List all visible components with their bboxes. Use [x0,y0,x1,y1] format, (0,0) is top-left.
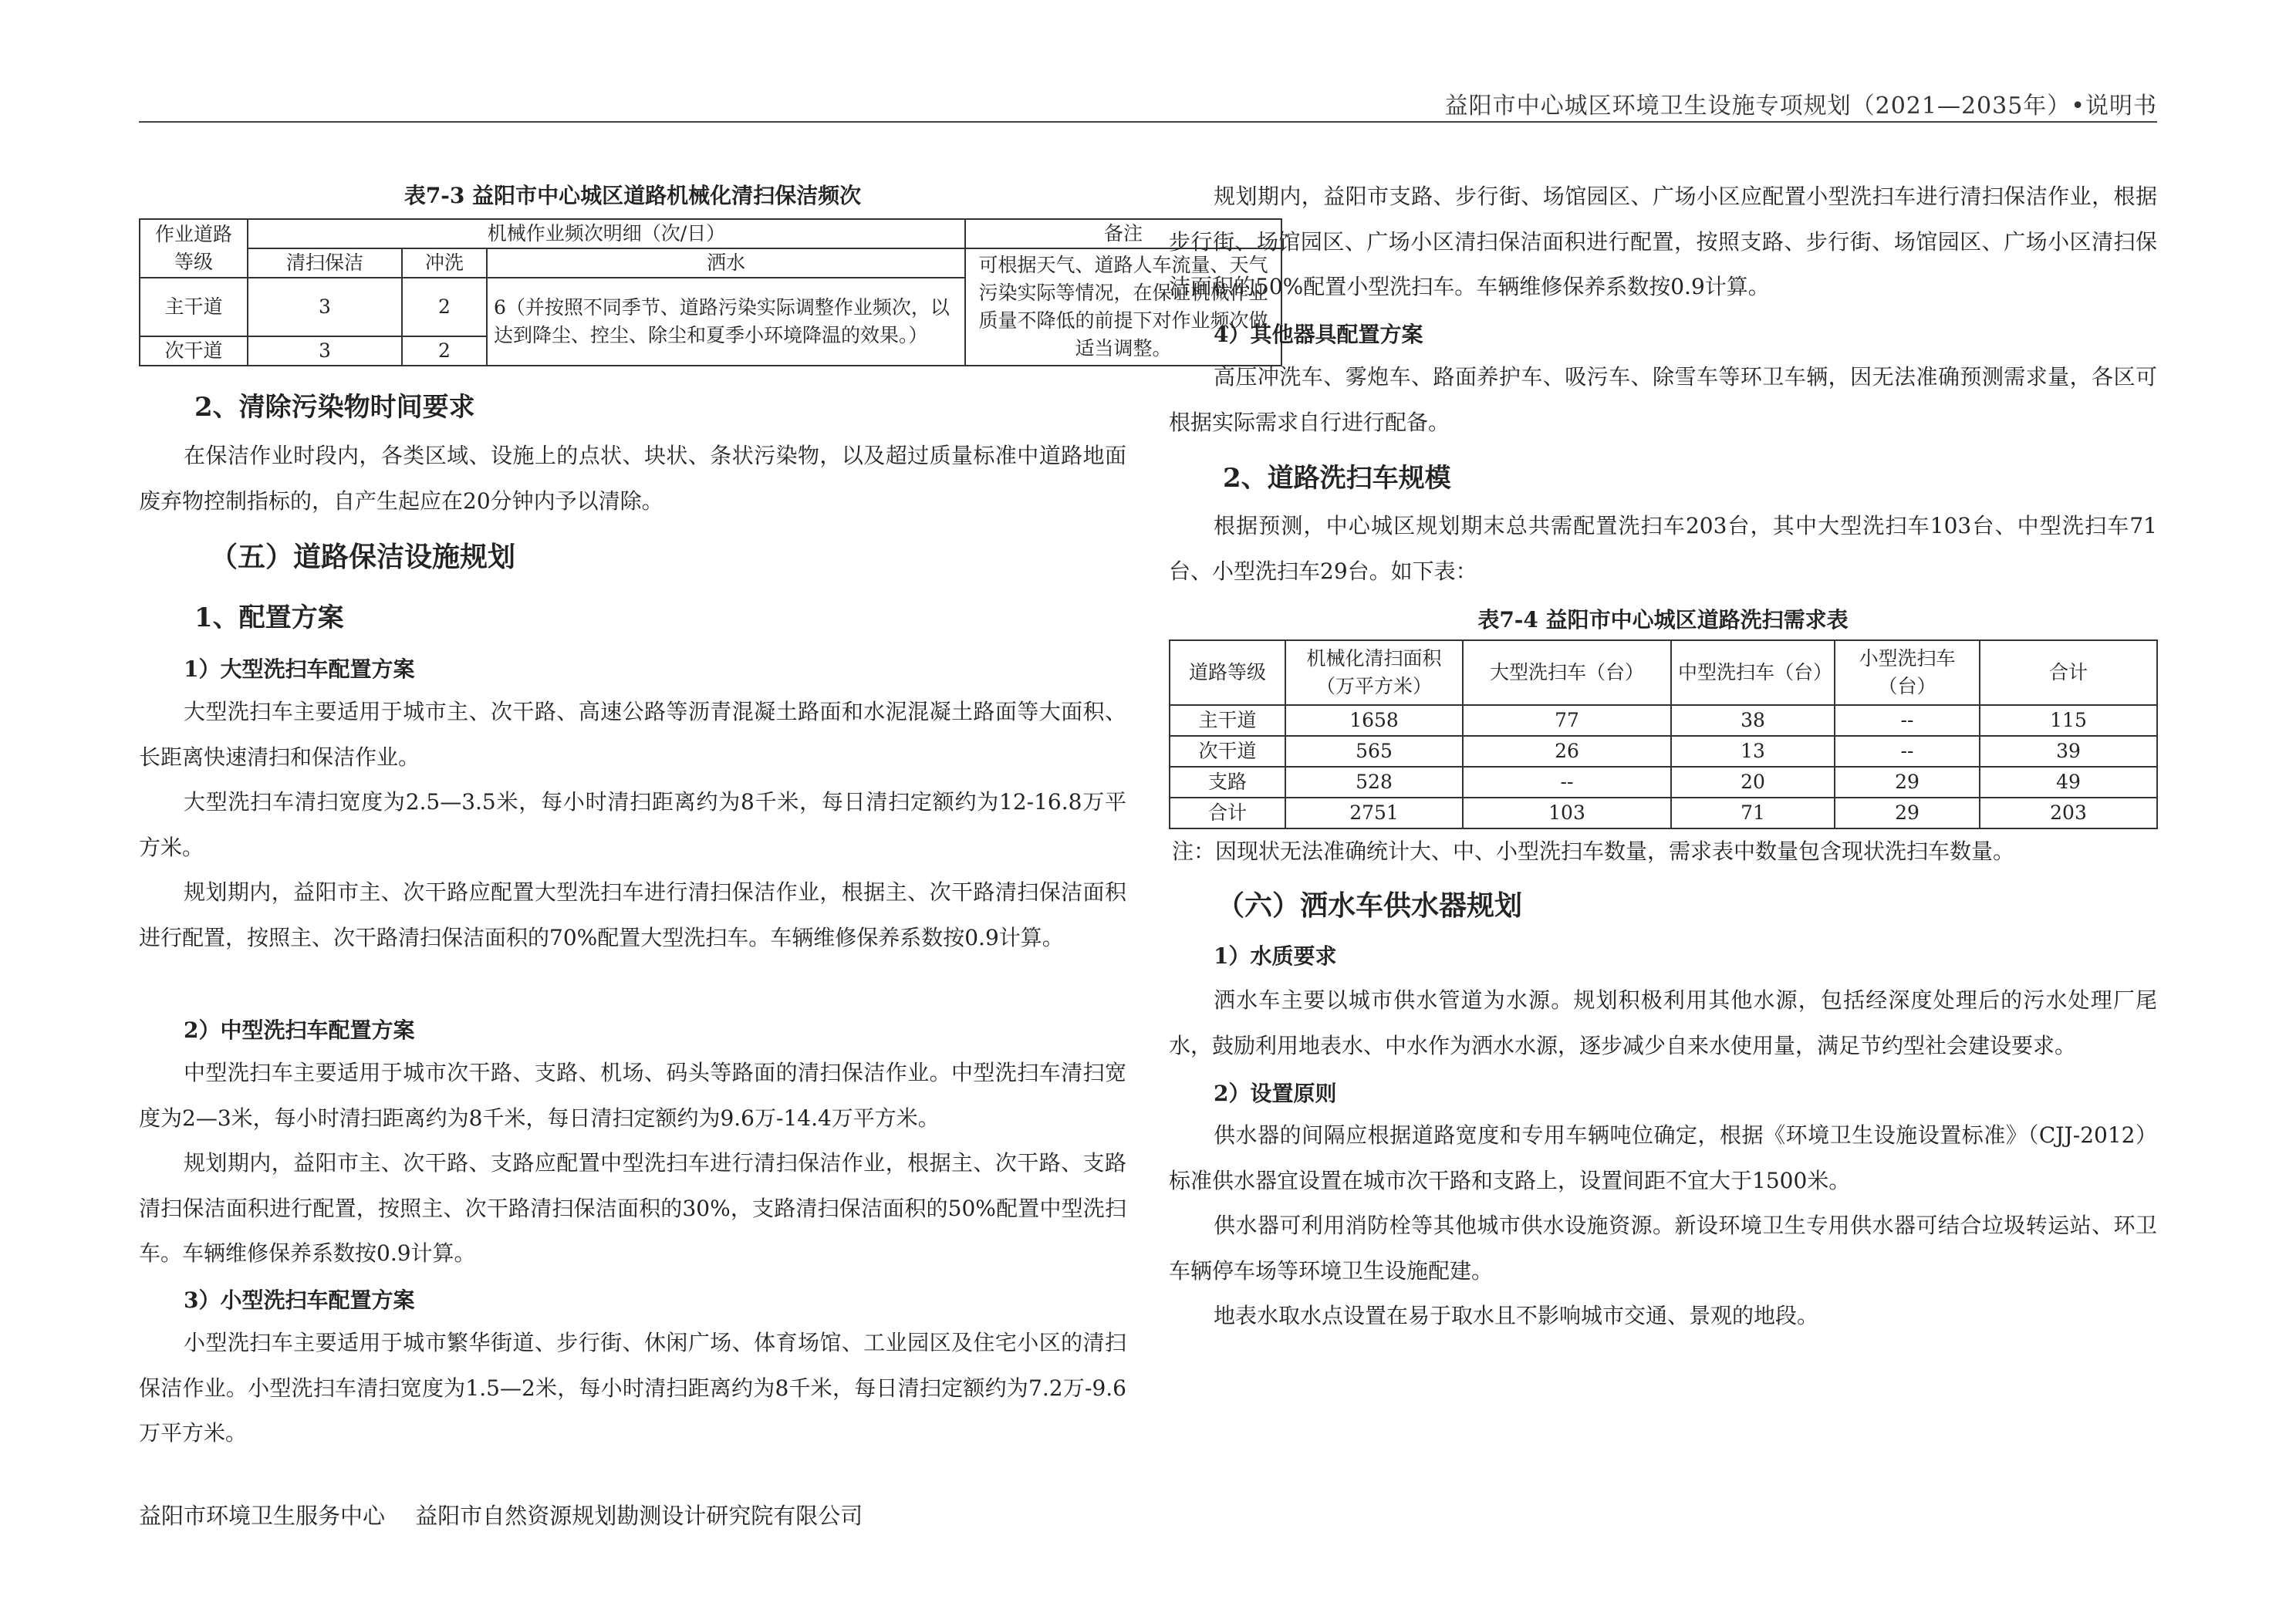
table-7-3-caption: 表7-3 益阳市中心城区道路机械化清扫保洁频次 [403,183,862,208]
table-7-3-remark-cell: 可根据天气、道路人车流量、天气污染实际等情况，在保证机械作业质量不降低的前提下对作业频次做适当调整。 [965,248,1281,366]
subsection-4-title: 4）其他器具配置方案 [1214,322,1423,347]
paragraph: 供水器的间隔应根据道路宽度和专用车辆吨位确定，根据《环境卫生设施设置标准》（CJJ-2012）标准供水器宜设置在城市次干路和支路上，设置间距不宜大于1500米。 [1169,1122,2157,1193]
table-row-cell: 主干道 [140,278,248,336]
paragraph: 小型洗扫车主要适用于城市繁华街道、步行街、休闲广场、体育场馆、工业园区及住宅小区的清扫保洁作业。小型洗扫车清扫宽度为1.5—2米，每小时清扫距离约为8千米，每日清扫定额约为7.2万-9.6万平方米。 [139,1330,1126,1446]
paragraph: 规划期内，益阳市主、次干路应配置大型洗扫车进行清扫保洁作业，根据主、次干路清扫保洁面积进行配置，按照主、次干路清扫保洁面积的70%配置大型洗扫车。车辆维修保养系数按0.9计算。 [139,879,1126,950]
footer-org-1: 益阳市环境卫生服务中心 [139,1503,386,1529]
table-row-cell: 115 [1980,705,2157,736]
table-row-cell: 3 [248,278,402,336]
table-row-cell: 29 [1835,798,1980,828]
paragraph: 大型洗扫车清扫宽度为2.5—3.5米，每小时清扫距离约为8千米，每日清扫定额约为12-16.8万平方米。 [139,789,1126,860]
table-7-4-header-cell: 机械化清扫面积（万平方米） [1285,640,1463,705]
table-7-4-header-cell: 合计 [1980,640,2157,705]
section-1-title: 1、配置方案 [194,602,344,633]
table-7-3-header-sweep: 清扫保洁 [248,248,402,278]
paragraph: 高压冲洗车、雾炮车、路面养护车、吸污车、除雪车等环卫车辆，因无法准确预测需求量，各区可根据实际需求自行进行配备。 [1169,364,2157,435]
footer-org-2: 益阳市自然资源规划勘测设计研究院有限公司 [415,1503,863,1529]
table-row-cell: 77 [1463,705,1671,736]
table-row-cell: 支路 [1170,767,1285,798]
part-6-title: （六）洒水车供水器规划 [1217,889,1523,922]
subsection-2-title: 2）设置原则 [1214,1081,1337,1106]
table-row-cell: 1658 [1285,705,1463,736]
table-7-4-header-cell: 小型洗扫车（台） [1835,640,1980,705]
paragraph: 洒水车主要以城市供水管道为水源。规划积极利用其他水源，包括经深度处理后的污水处理厂尾水，鼓励利用地表水、中水作为洒水水源，逐步减少自来水使用量，满足节约型社会建设要求。 [1169,987,2157,1058]
table-7-3-header-frequency: 机械作业频次明细（次/日） [248,219,965,248]
table-7-3-sprinkle-cell: 6（并按照不同季节、道路污染实际调整作业频次，以达到降尘、控尘、除尘和夏季小环境降温的效果。） [487,278,965,366]
table-7-4 [1169,639,2158,829]
table-7-3-header-wash: 冲洗 [402,248,487,278]
table-7-3-header-sprinkle: 洒水 [487,248,965,278]
table-row-cell: 71 [1671,798,1835,828]
subsection-1-title: 1）大型洗扫车配置方案 [184,656,415,682]
table-row-cell: 合计 [1170,798,1285,828]
table-row-cell: 2 [402,278,487,336]
table-7-3 [139,218,1282,366]
table-row-cell: 2751 [1285,798,1463,828]
table-row-cell: 565 [1285,736,1463,767]
table-7-4-header-cell: 大型洗扫车（台） [1463,640,1671,705]
table-row-cell: 203 [1980,798,2157,828]
table-7-4-header-cell: 道路等级 [1170,640,1285,705]
table-row-cell: 103 [1463,798,1671,828]
table-row-cell: 49 [1980,767,2157,798]
table-7-4-caption: 表7-4 益阳市中心城区道路洗扫需求表 [1477,607,1849,633]
table-7-3-header-grade: 作业道路等级 [140,219,248,278]
table-7-4-header-cell: 中型洗扫车（台） [1671,640,1835,705]
table-row-cell: 2 [402,336,487,366]
paragraph: 地表水取水点设置在易于取水且不影响城市交通、景观的地段。 [1214,1303,1819,1328]
paragraph: 规划期内，益阳市主、次干路、支路应配置中型洗扫车进行清扫保洁作业，根据主、次干路、支路清扫保洁面积进行配置，按照主、次干路清扫保洁面积的30%，支路清扫保洁面积的50%配置中型洗扫车。车辆维修保养系数按0.9计算。 [139,1150,1126,1266]
table-row-cell: 38 [1671,705,1835,736]
paragraph: 供水器可利用消防栓等其他城市供水设施资源。新设环境卫生专用供水器可结合垃圾转运站、环卫车辆停车场等环境卫生设施配建。 [1169,1213,2157,1284]
table-row-cell: 39 [1980,736,2157,767]
table-row-cell: 次干道 [140,336,248,366]
table-row-cell: 13 [1671,736,1835,767]
subsection-1-title: 1）水质要求 [1214,943,1337,969]
subsection-3-title: 3）小型洗扫车配置方案 [184,1287,415,1313]
table-note: 注：因现状无法准确统计大、中、小型洗扫车数量，需求表中数量包含现状洗扫车数量。 [1172,838,2015,864]
header-title: 益阳市中心城区环境卫生设施专项规划（2021—2035年）•说明书 [1444,93,2157,120]
table-row-cell: -- [1835,705,1980,736]
table-row-cell: -- [1463,767,1671,798]
header-divider [139,121,2157,123]
subsection-2-title: 2）中型洗扫车配置方案 [184,1017,415,1043]
table-7-3-header-remark: 备注 [965,219,1281,248]
section-2-title: 2、道路洗扫车规模 [1223,463,1451,494]
table-row-cell: 29 [1835,767,1980,798]
table-row-cell: 20 [1671,767,1835,798]
paragraph: 规划期内，益阳市支路、步行街、场馆园区、广场小区应配置小型洗扫车进行清扫保洁作业，根据步行街、场馆园区、广场小区清扫保洁面积进行配置，按照支路、步行街、场馆园区、广场小区清扫保洁面积的50%配置小型洗扫车。车辆维修保养系数按0.9计算。 [1169,184,2157,299]
part-5-title: （五）道路保洁设施规划 [210,541,516,573]
table-row-cell: -- [1835,736,1980,767]
table-row-cell: 26 [1463,736,1671,767]
footer [139,1499,886,1530]
paragraph: 中型洗扫车主要适用于城市次干路、支路、机场、码头等路面的清扫保洁作业。中型洗扫车清扫宽度为2—3米，每小时清扫距离约为8千米，每日清扫定额约为9.6万-14.4万平方米。 [139,1060,1126,1131]
table-row-cell: 次干道 [1170,736,1285,767]
table-row-cell: 3 [248,336,402,366]
paragraph: 在保洁作业时段内，各类区域、设施上的点状、块状、条状污染物，以及超过质量标准中道路地面废弃物控制指标的，自产生起应在20分钟内予以清除。 [139,443,1126,514]
table-row-cell: 528 [1285,767,1463,798]
paragraph: 大型洗扫车主要适用于城市主、次干路、高速公路等沥青混凝土路面和水泥混凝土路面等大面积、长距离快速清扫和保洁作业。 [139,699,1126,770]
paragraph: 根据预测，中心城区规划期末总共需配置洗扫车203台，其中大型洗扫车103台、中型洗扫车71台、小型洗扫车29台。如下表： [1169,513,2157,584]
section-2-title: 2、清除污染物时间要求 [194,392,475,423]
table-row-cell: 主干道 [1170,705,1285,736]
